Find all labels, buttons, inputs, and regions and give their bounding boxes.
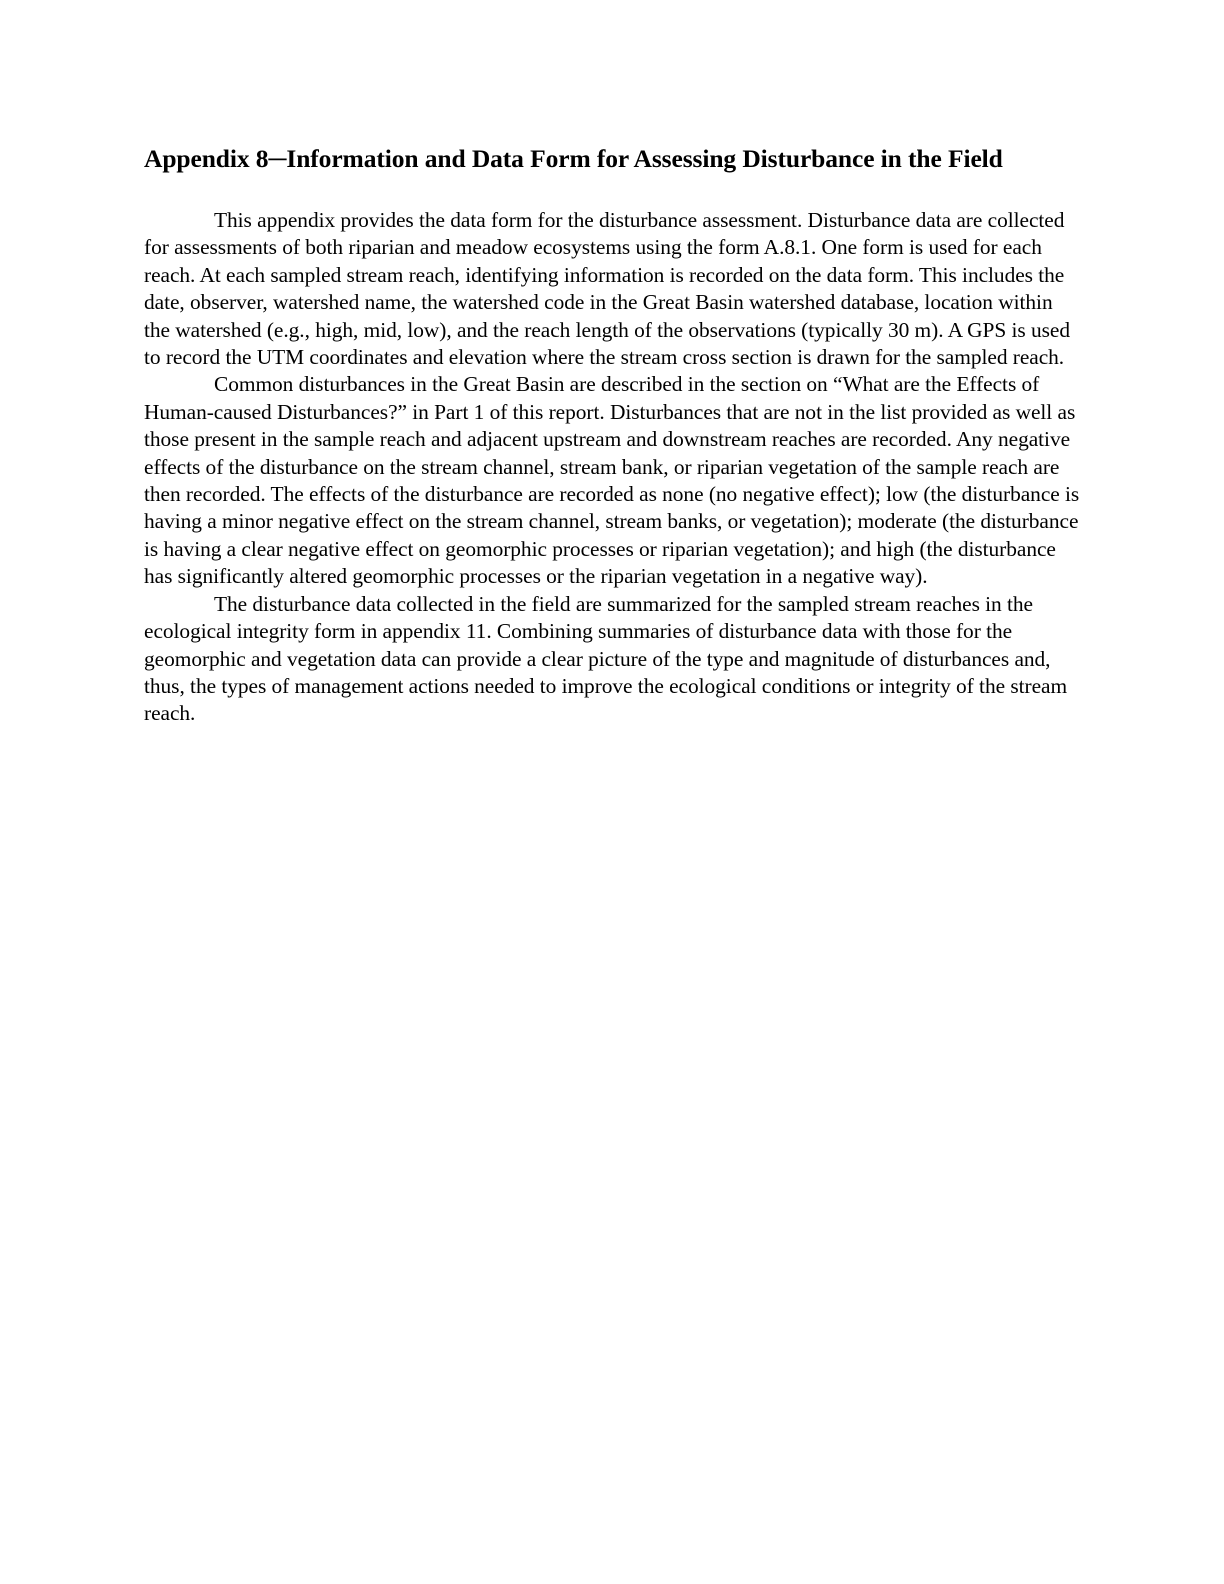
paragraph-common-disturbances: Common disturbances in the Great Basin are described in the section on “What are the Effects of Human-caused Disturbances?” in Part 1 of this report. Disturbances that are not in the list provided as well as those present in the sample reach and adjacent upstream and downstream reaches are recorded. Any negative effects of the disturbance on the stream channel, stream bank, or riparian vegetation of the sample reach are then recorded. The effects of the disturbance are recorded as none (no negative effect); low (the disturbance is having a minor negative effect on the stream channel, stream banks, or vegetation); moderate (the disturbance is having a clear negative effect on geomorphic processes or riparian vegetation); and high (the disturbance has significantly altered geomorphic processes or the riparian vegetation in a negative way). bbox=[144, 372, 1080, 589]
document-page bbox=[144, 143, 1080, 728]
paragraph-data-form-overview: This appendix provides the data form for the disturbance assessment. Disturbance data are collected for assessments of both riparian and meadow ecosystems using the form A.8.1. One form is used for each reach. At each sampled stream reach, identifying information is recorded on the data form. This includes the date, observer, watershed name, the watershed code in the Great Basin watershed database, location within the watershed (e.g., high, mid, low), and the reach length of the observations (typically 30 m). A GPS is used to record the UTM coordinates and elevation where the stream cross section is drawn for the sampled reach. bbox=[144, 208, 1070, 370]
paragraph-data-summary: The disturbance data collected in the field are summarized for the sampled stream reaches in the ecological integrity form in appendix 11. Combining summaries of disturbance data with those for the geomorphic and vegetation data can provide a clear picture of the type and magnitude of disturbances and, thus, the types of management actions needed to improve the ecological conditions or integrity of the stream reach. bbox=[144, 591, 1068, 726]
appendix-title: Appendix 8─Information and Data Form for Assessing Disturbance in the Field bbox=[144, 144, 1003, 173]
body-text bbox=[144, 207, 1080, 728]
